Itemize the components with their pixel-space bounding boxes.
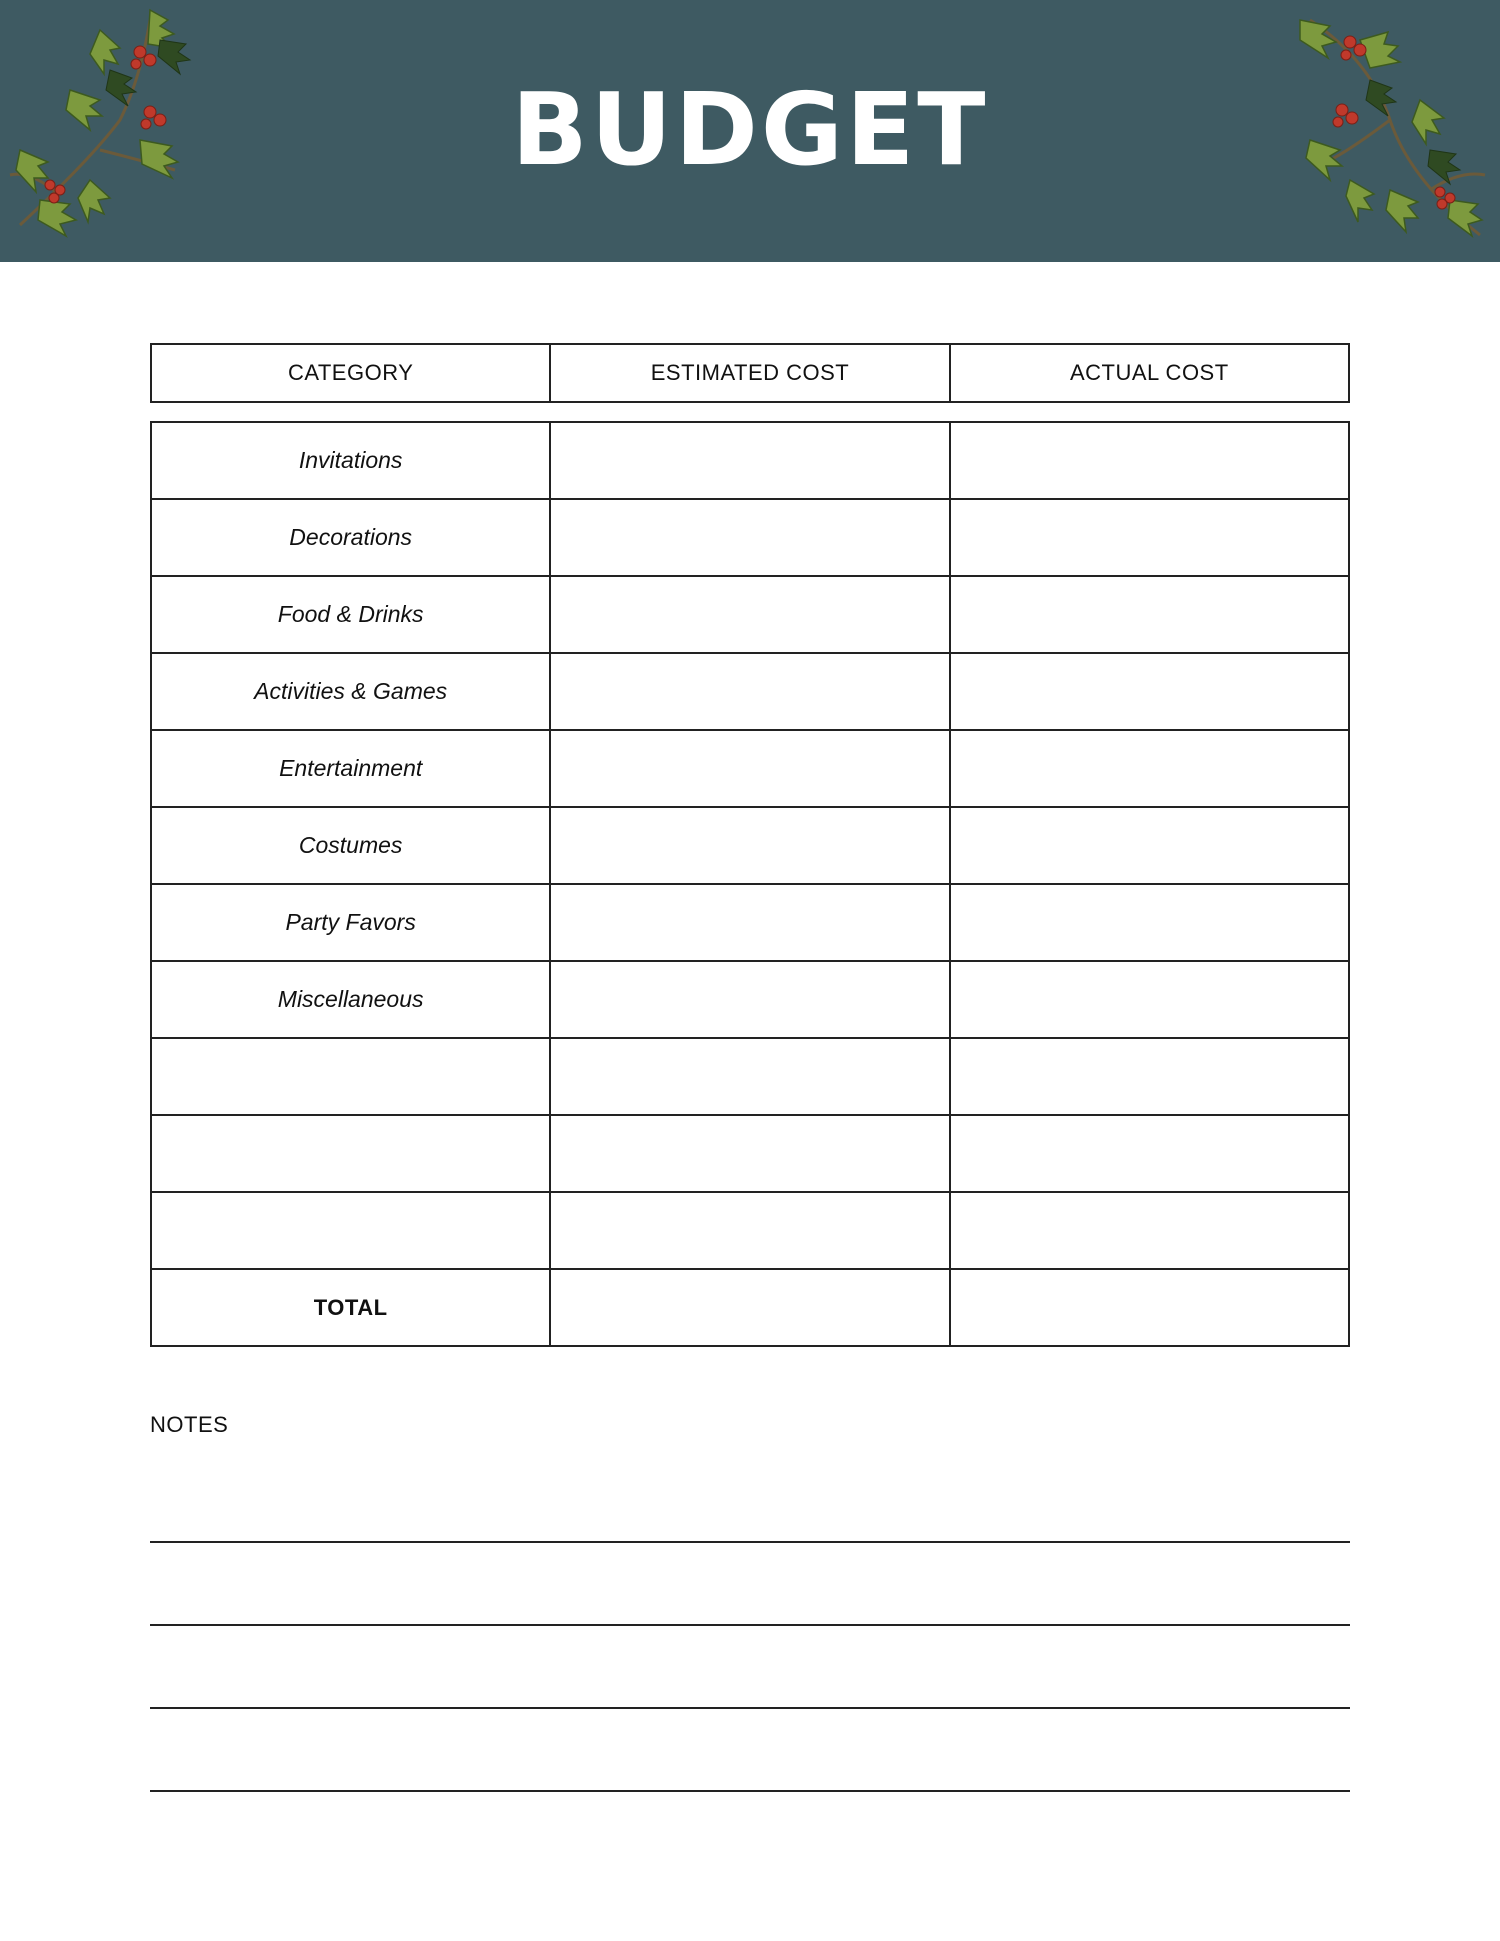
page-title: BUDGET bbox=[511, 71, 989, 188]
column-header-estimated-cost: ESTIMATED COST bbox=[550, 344, 949, 402]
budget-table bbox=[150, 421, 1350, 1347]
category-cell: Miscellaneous bbox=[151, 961, 550, 1038]
category-cell[interactable] bbox=[151, 1192, 550, 1269]
actual-cost-cell[interactable] bbox=[950, 1038, 1349, 1115]
estimated-cost-cell[interactable] bbox=[550, 1115, 949, 1192]
total-actual-cell[interactable] bbox=[950, 1269, 1349, 1346]
holly-sprig-icon bbox=[1280, 0, 1500, 250]
estimated-cost-cell[interactable] bbox=[550, 576, 949, 653]
estimated-cost-cell[interactable] bbox=[550, 884, 949, 961]
actual-cost-cell[interactable] bbox=[950, 653, 1349, 730]
table-row bbox=[151, 1192, 1349, 1269]
actual-cost-cell[interactable] bbox=[950, 1115, 1349, 1192]
category-cell: Food & Drinks bbox=[151, 576, 550, 653]
table-row bbox=[151, 807, 1349, 884]
table-row bbox=[151, 961, 1349, 1038]
actual-cost-cell[interactable] bbox=[950, 961, 1349, 1038]
category-cell: Invitations bbox=[151, 422, 550, 499]
category-cell: Costumes bbox=[151, 807, 550, 884]
actual-cost-cell[interactable] bbox=[950, 422, 1349, 499]
table-row bbox=[151, 422, 1349, 499]
estimated-cost-cell[interactable] bbox=[550, 807, 949, 884]
actual-cost-cell[interactable] bbox=[950, 499, 1349, 576]
table-row bbox=[151, 1115, 1349, 1192]
actual-cost-cell[interactable] bbox=[950, 884, 1349, 961]
estimated-cost-cell[interactable] bbox=[550, 499, 949, 576]
column-header-category: CATEGORY bbox=[151, 344, 550, 402]
actual-cost-cell[interactable] bbox=[950, 807, 1349, 884]
notes-line[interactable] bbox=[150, 1707, 1350, 1709]
table-row bbox=[151, 1038, 1349, 1115]
table-row bbox=[151, 653, 1349, 730]
table-header-row bbox=[151, 344, 1349, 402]
notes-label: NOTES bbox=[150, 1412, 229, 1437]
budget-table-header bbox=[150, 343, 1350, 403]
notes-line[interactable] bbox=[150, 1541, 1350, 1543]
estimated-cost-cell[interactable] bbox=[550, 1192, 949, 1269]
actual-cost-cell[interactable] bbox=[950, 730, 1349, 807]
estimated-cost-cell[interactable] bbox=[550, 1038, 949, 1115]
estimated-cost-cell[interactable] bbox=[550, 961, 949, 1038]
total-row bbox=[151, 1269, 1349, 1346]
table-row bbox=[151, 576, 1349, 653]
total-estimated-cell[interactable] bbox=[550, 1269, 949, 1346]
estimated-cost-cell[interactable] bbox=[550, 422, 949, 499]
category-cell[interactable] bbox=[151, 1115, 550, 1192]
category-cell: Activities & Games bbox=[151, 653, 550, 730]
table-row bbox=[151, 884, 1349, 961]
estimated-cost-cell[interactable] bbox=[550, 730, 949, 807]
category-cell: Decorations bbox=[151, 499, 550, 576]
actual-cost-cell[interactable] bbox=[950, 576, 1349, 653]
category-cell[interactable] bbox=[151, 1038, 550, 1115]
column-header-actual-cost: ACTUAL COST bbox=[950, 344, 1349, 402]
category-cell: Entertainment bbox=[151, 730, 550, 807]
header-banner bbox=[0, 0, 1500, 262]
notes-line[interactable] bbox=[150, 1624, 1350, 1626]
table-row bbox=[151, 730, 1349, 807]
category-cell: Party Favors bbox=[151, 884, 550, 961]
actual-cost-cell[interactable] bbox=[950, 1192, 1349, 1269]
notes-line[interactable] bbox=[150, 1790, 1350, 1792]
estimated-cost-cell[interactable] bbox=[550, 653, 949, 730]
total-label: TOTAL bbox=[151, 1269, 550, 1346]
table-row bbox=[151, 499, 1349, 576]
